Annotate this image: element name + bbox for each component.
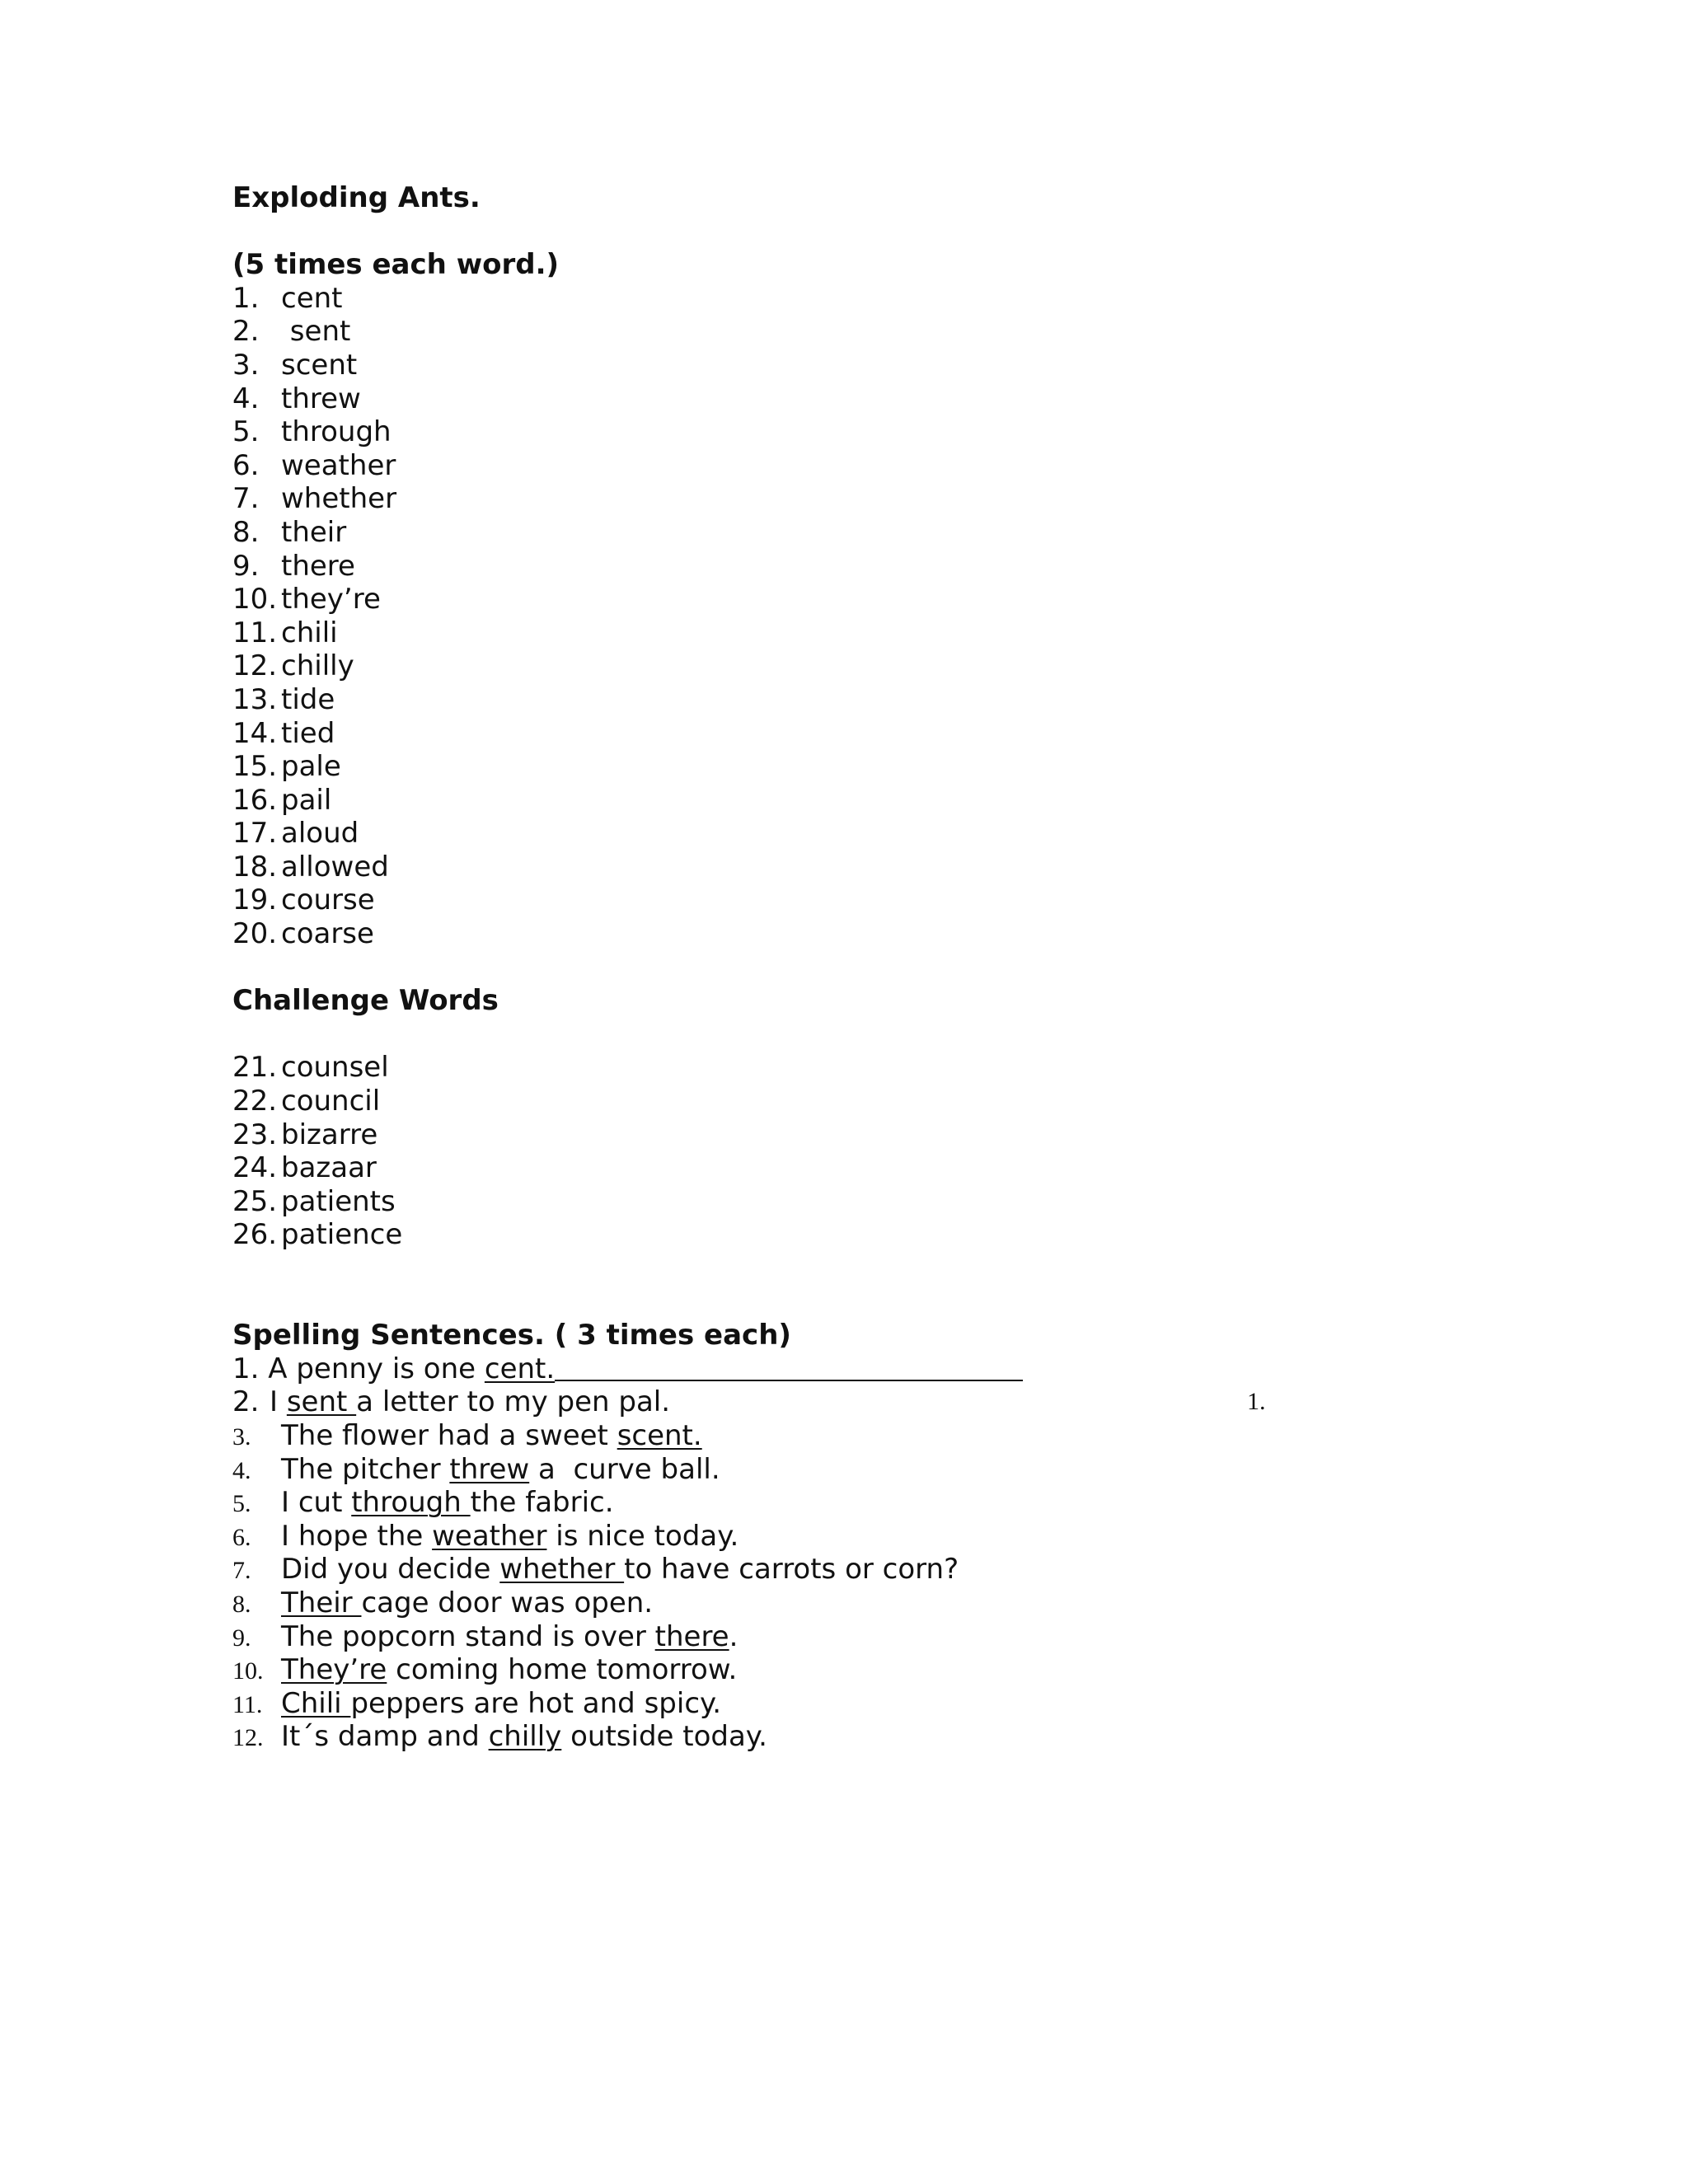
item-number: 11. [232,616,278,649]
list-item [232,917,1469,951]
challenge-word: patience [281,1218,403,1252]
spacer [232,951,1469,985]
challenge-word: bazaar [281,1151,377,1185]
item-number: 9. [232,1624,251,1652]
sentence-text: The flower had a sweet [281,1418,617,1452]
challenge-heading: Challenge Words [232,984,499,1018]
item-number: 5. [232,415,260,449]
list-item [232,583,1469,616]
sentence-text: It´s damp and [281,1720,489,1754]
item-number: 20. [232,917,278,951]
spelling-word: chili [281,616,338,649]
underlined-word: cent. [484,1352,556,1385]
spacer [232,1018,1469,1052]
spelling-word: cent [281,281,343,315]
sentence-text: The popcorn stand is over [281,1619,655,1653]
item-number: 10. [232,1657,264,1685]
item-number: 4. [232,1456,251,1484]
item-number: 24. [232,1151,278,1185]
sentence-text: cage door was open. [361,1586,654,1619]
spacer [232,1252,1469,1286]
challenge-word-list [232,1051,1469,1252]
list-item [232,282,1469,316]
list-item [232,550,1469,583]
underlined-word: threw [449,1452,530,1486]
underlined-word: Their [281,1586,362,1619]
sentence-row [232,1385,1469,1419]
challenge-word: council [281,1085,381,1118]
underlined-word: Chili [281,1686,351,1720]
item-number: 16. [232,783,278,817]
sentence-text: . [729,1619,738,1653]
sentence-text: I cut [281,1486,352,1520]
spelling-word: coarse [281,917,374,951]
challenge-word: bizarre [281,1118,378,1151]
sentence-row [232,1586,1469,1620]
list-item [232,1118,1469,1152]
sentence-row [232,1687,1469,1721]
list-item [232,717,1469,751]
underlined-word: whether [499,1553,625,1586]
item-number: 2. [232,1385,260,1419]
list-item [232,415,1469,449]
sentence-row [232,1720,1469,1754]
list-item [232,784,1469,818]
item-number: 3. [232,348,260,382]
sentence-text: I [270,1385,287,1419]
list-item [232,1185,1469,1219]
spelling-word: whether [281,482,397,516]
sentence-row [232,1453,1469,1487]
underlined-word: They’re [281,1653,387,1687]
sentence-text: peppers are hot and spicy. [350,1686,722,1720]
sentence-row [232,1520,1469,1554]
item-number: 17. [232,817,278,851]
spelling-word: they’re [281,583,381,616]
item-number: 12. [232,649,278,683]
worksheet-title: Exploding Ants. [232,181,481,214]
list-item [232,616,1469,650]
item-number: 13. [232,682,278,716]
sentence-text: to have carrots or corn? [624,1553,959,1586]
item-number: 14. [232,716,278,750]
list-item [232,315,1469,349]
list-item [232,382,1469,416]
spacer [232,215,1469,249]
sentence-text: is nice today. [546,1519,739,1553]
spelling-word: pail [281,783,332,817]
challenge-word: patients [281,1184,396,1218]
underlined-word: chilly [488,1720,562,1754]
item-number: 10. [232,583,278,616]
list-item [232,482,1469,516]
spelling-word: tied [281,716,335,750]
list-item [232,851,1469,884]
item-number: 7. [232,482,260,516]
item-number: 2. [232,315,260,349]
spelling-word-list [232,282,1469,951]
item-number: 5. [232,1490,251,1518]
spelling-word: threw [281,382,361,415]
spelling-word: scent [281,348,358,382]
sentence-row [232,1486,1469,1520]
spelling-word: allowed [281,850,389,883]
item-number: 26. [232,1218,278,1252]
item-number: 23. [232,1118,278,1151]
writing-line [555,1357,1023,1381]
spelling-word: through [281,415,392,449]
spelling-sentences [232,1352,1469,1754]
list-item [232,883,1469,917]
sentence-text: coming home tomorrow. [387,1653,738,1687]
item-number: 6. [232,448,260,482]
challenge-word: counsel [281,1051,389,1085]
spacer [232,1286,1469,1319]
underlined-word: there [654,1619,729,1653]
list-item [232,683,1469,717]
sentence-text: a letter to my pen pal. [356,1385,671,1419]
list-item [232,649,1469,683]
sentence-row [232,1620,1469,1654]
sentence-text: the fabric. [470,1486,614,1520]
sentence-row [232,1653,1469,1687]
list-item [232,1051,1469,1085]
item-number: 1. [232,281,260,315]
underlined-word: through [351,1486,471,1520]
item-number: 7. [232,1557,251,1585]
spelling-word: their [281,515,347,549]
worksheet-content [232,181,1469,1754]
underlined-word: scent. [617,1418,702,1452]
spelling-word: chilly [281,649,354,683]
item-number: 8. [232,515,260,549]
item-number: 11. [232,1690,263,1718]
sentence-text: Did you decide [281,1553,500,1586]
spelling-word: aloud [281,817,359,851]
sentence-text: a curve ball. [529,1452,720,1486]
item-number: 8. [232,1590,251,1618]
item-number: 22. [232,1085,278,1118]
item-number: 3. [232,1422,251,1451]
sentence-text: The pitcher [281,1452,450,1486]
sentence-text: I hope the [281,1519,433,1553]
item-number: 12. [232,1724,264,1752]
list-item [232,1151,1469,1185]
spelling-word: there [281,549,355,583]
list-instruction: (5 times each word.) [232,248,560,282]
spelling-word: weather [281,448,396,482]
item-number: 19. [232,883,278,917]
item-number: 21. [232,1051,278,1085]
list-item [232,1085,1469,1118]
sentences-heading: Spelling Sentences. ( 3 times each) [232,1319,791,1352]
item-number: 15. [232,750,278,784]
sentence-row [232,1553,1469,1586]
side-number: 1. [1247,1388,1266,1416]
list-item [232,516,1469,550]
spelling-word: sent [281,315,351,349]
sentence-row [232,1419,1469,1453]
spelling-word: course [281,883,375,917]
list-item [232,750,1469,784]
spelling-word: pale [281,750,341,784]
list-item [232,817,1469,851]
sentence-text: outside today. [561,1720,767,1754]
underlined-word: weather [432,1519,547,1553]
list-item [232,1218,1469,1252]
item-number: 25. [232,1184,278,1218]
item-number: 4. [232,382,260,415]
item-number: 18. [232,850,278,883]
spelling-word: tide [281,682,335,716]
list-item [232,349,1469,382]
underlined-word: sent [286,1385,357,1419]
list-item [232,449,1469,483]
item-number: 6. [232,1523,251,1551]
sentence-text: 1. A penny is one [232,1352,485,1385]
item-number: 9. [232,549,260,583]
sentence-row [232,1352,1469,1386]
